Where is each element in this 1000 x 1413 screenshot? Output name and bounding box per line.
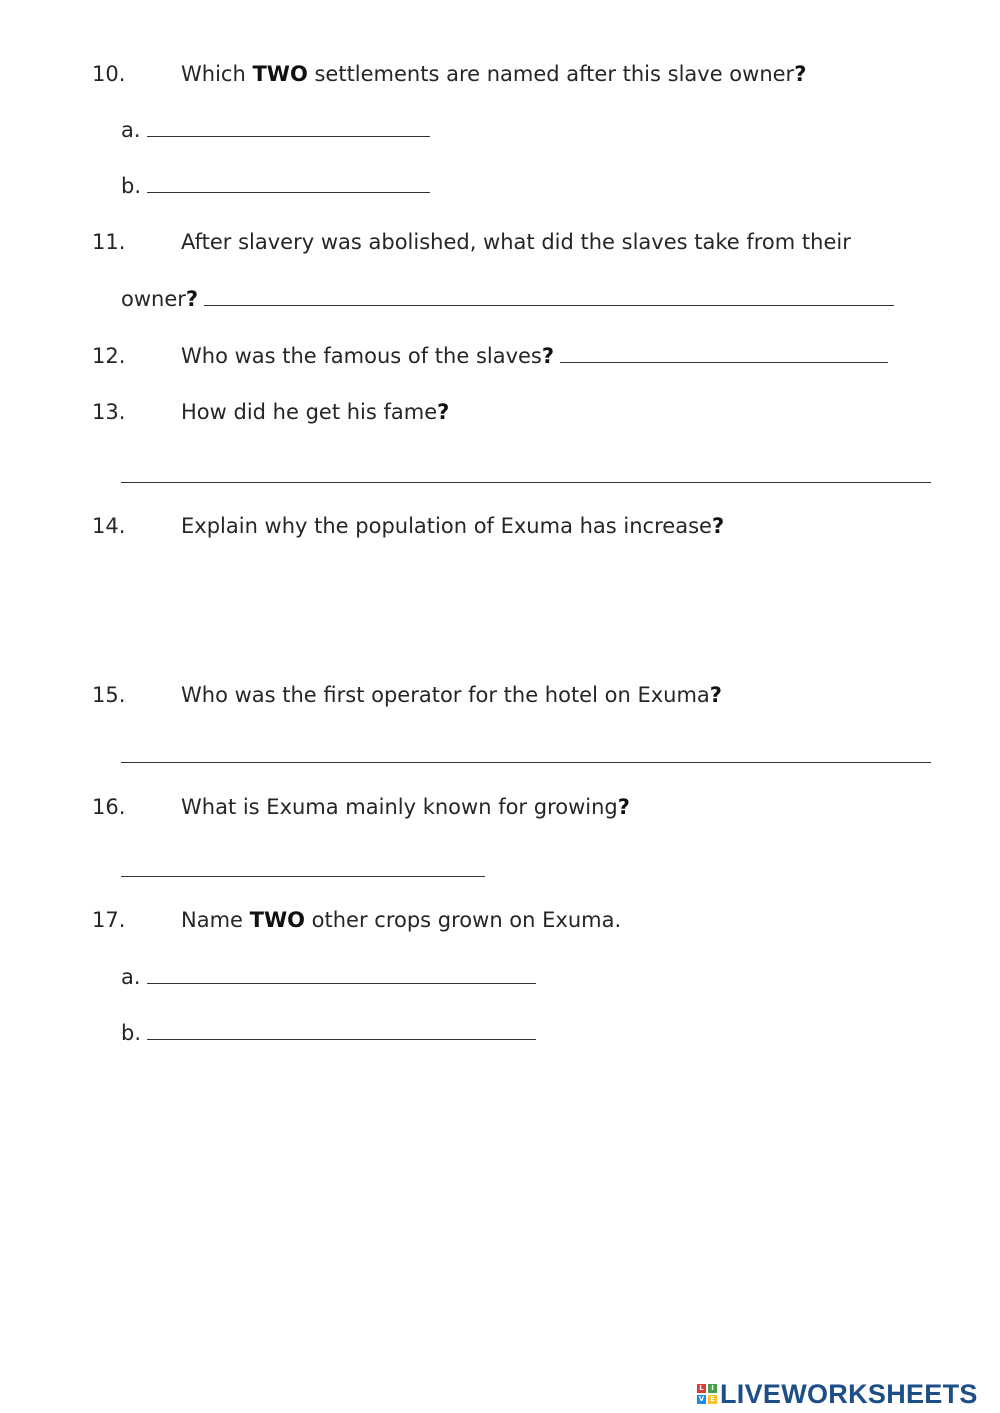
- liveworksheets-logo: [697, 1378, 978, 1409]
- logo-tile: I: [708, 1384, 717, 1393]
- answer-label: a.: [121, 118, 141, 142]
- answer-blank[interactable]: [147, 1038, 536, 1040]
- logo-tile: V: [698, 1395, 705, 1403]
- question-text: Who was the famous of the slaves?: [181, 344, 888, 368]
- answer-blank-13[interactable]: [121, 482, 931, 483]
- question-number: 15.: [92, 683, 126, 707]
- liveworksheets-icon: [697, 1384, 717, 1404]
- question-text: How did he get his fame?: [181, 400, 450, 424]
- question-text: Name TWO other crops grown on Exuma.: [181, 908, 622, 932]
- answer-label: a.: [121, 965, 141, 989]
- question-text: Explain why the population of Exuma has increase?: [181, 514, 725, 538]
- answer-blank[interactable]: [147, 191, 430, 193]
- question-number: 11.: [92, 230, 126, 254]
- logo-tile: L: [697, 1384, 706, 1393]
- answer-label: b.: [121, 174, 142, 198]
- question-number: 14.: [92, 514, 126, 538]
- answer-blank[interactable]: [147, 982, 536, 984]
- question-text: Which TWO settlements are named after this slave owner?: [181, 62, 807, 86]
- answer-blank[interactable]: [560, 361, 888, 363]
- question-text: What is Exuma mainly known for growing?: [181, 795, 630, 819]
- question-number: 12.: [92, 344, 126, 368]
- answer-blank-15[interactable]: [121, 762, 931, 763]
- question-number: 16.: [92, 795, 126, 819]
- answer-blank[interactable]: [204, 304, 894, 306]
- answer-blank-16[interactable]: [121, 876, 485, 877]
- logo-tile: E: [708, 1395, 717, 1404]
- question-number: 13.: [92, 400, 126, 424]
- answer-label: b.: [121, 1021, 142, 1045]
- question-text: Who was the first operator for the hotel on Exuma?: [181, 683, 722, 707]
- answer-blank[interactable]: [147, 135, 430, 137]
- question-text: After slavery was abolished, what did the slaves take from their: [181, 230, 851, 254]
- question-number: 17.: [92, 908, 126, 932]
- brand-name: LIVEWORKSHEETS: [720, 1378, 978, 1409]
- question-number: 10.: [92, 62, 126, 86]
